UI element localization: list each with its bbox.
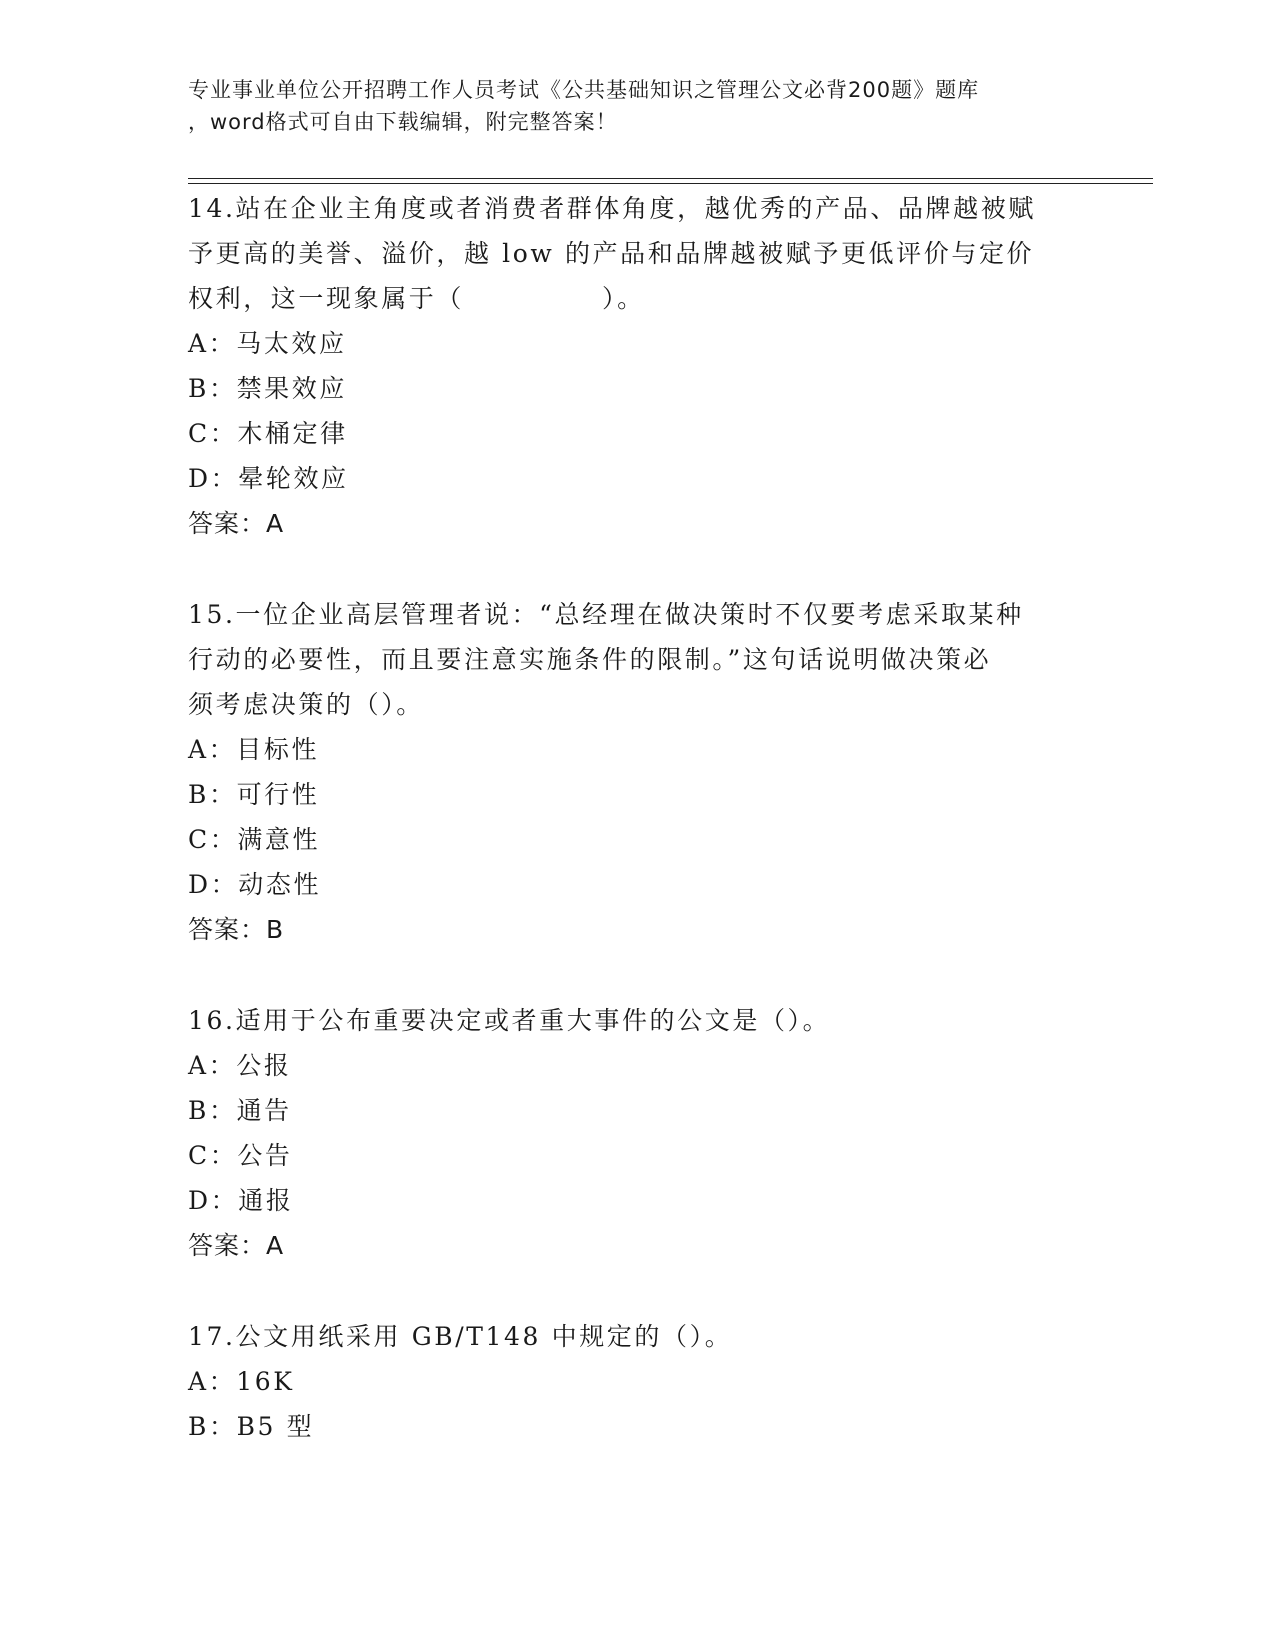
- option-b: B：通告: [188, 1096, 292, 1125]
- header-divider-bottom: [188, 183, 1153, 184]
- option-d: D：晕轮效应: [188, 464, 349, 493]
- option-b: B：禁果效应: [188, 374, 347, 403]
- question-17: [188, 1314, 1088, 1449]
- stem-line: 14.站在企业主角度或者消费者群体角度，越优秀的产品、品牌越被赋: [188, 194, 1036, 223]
- question-stem: [188, 998, 1088, 1043]
- header-subtitle-line: ，word格式可自由下载编辑，附完整答案！: [188, 110, 618, 134]
- question-15: [188, 592, 1088, 952]
- question-stem: [188, 1314, 1088, 1359]
- option-a: A：马太效应: [188, 329, 347, 358]
- option-c: C：木桶定律: [188, 419, 348, 448]
- question-16: [188, 998, 1088, 1268]
- answer-line: 答案：A: [188, 1231, 285, 1260]
- option-a: A：公报: [188, 1051, 292, 1080]
- stem-line: 予更高的美誉、溢价，越 low 的产品和品牌越被赋予更低评价与定价: [188, 239, 1035, 268]
- option-d: D：通报: [188, 1186, 294, 1215]
- stem-line: 15.一位企业高层管理者说：“总经理在做决策时不仅要考虑采取某种: [188, 600, 1024, 629]
- option-b: B：可行性: [188, 780, 320, 809]
- document-header: [188, 74, 1088, 138]
- question-14: [188, 186, 1088, 546]
- option-b: B：B5 型: [188, 1412, 315, 1441]
- option-c: C：公告: [188, 1141, 293, 1170]
- option-a: A：目标性: [188, 735, 320, 764]
- option-c: C：满意性: [188, 825, 321, 854]
- stem-line: 须考虑决策的（）。: [188, 690, 424, 719]
- stem-line: 17.公文用纸采用 GB/T148 中规定的（）。: [188, 1322, 733, 1351]
- answer-line: 答案：B: [188, 915, 285, 944]
- header-title-line: 专业事业单位公开招聘工作人员考试《公共基础知识之管理公文必背200题》题库: [188, 78, 980, 102]
- question-stem: [188, 186, 1088, 321]
- stem-line: 16.适用于公布重要决定或者重大事件的公文是（）。: [188, 1006, 831, 1035]
- stem-line: 行动的必要性，而且要注意实施条件的限制。”这句话说明做决策必: [188, 645, 992, 674]
- option-d: D：动态性: [188, 870, 322, 899]
- option-a: A：16K: [188, 1367, 295, 1396]
- answer-line: 答案：A: [188, 509, 285, 538]
- header-divider-top: [188, 178, 1153, 179]
- question-stem: [188, 592, 1088, 727]
- stem-line: 权利，这一现象属于（ ）。: [188, 284, 645, 313]
